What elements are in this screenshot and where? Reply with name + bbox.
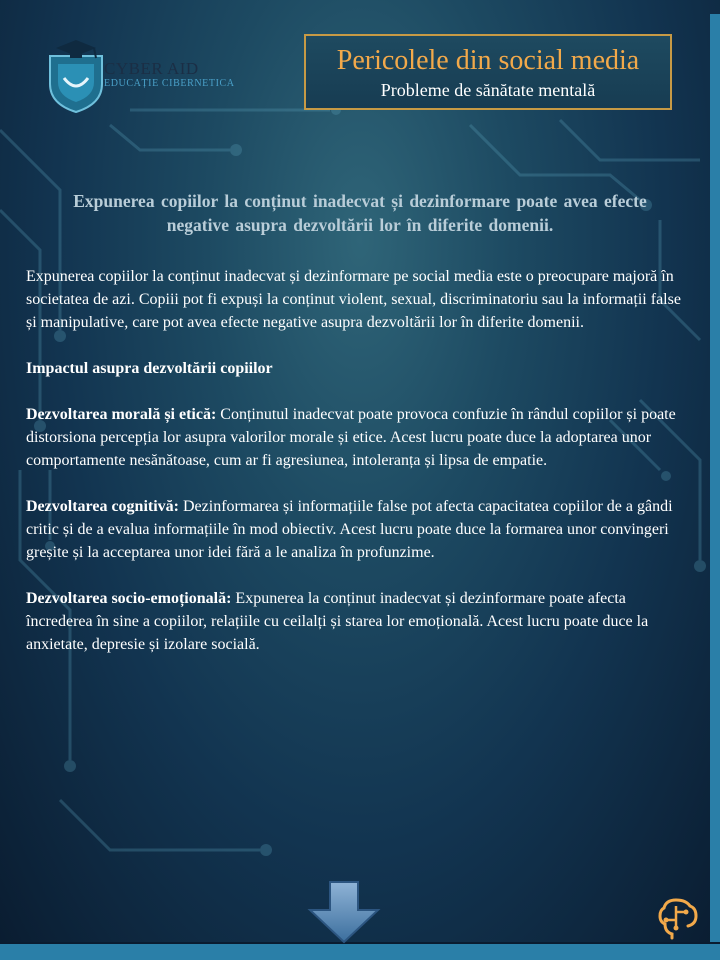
logo-title: CYBER AID	[104, 59, 199, 78]
section-moral-text: Conținutul inadecvat poate provoca confuzie în rândul copiilor și poate distorsiona percepția lor asupra valorilor morale și etice. Acest lucru poate duce la adoptarea unor comportamente nesănătoase, cum ar fi agresiunea, intoleranța și lipsa de empatie.	[26, 406, 676, 469]
section-moral	[26, 403, 686, 472]
intro-statement: Expunerea copiilor la conținut inadecvat și dezinformare poate avea efecte negative asupra dezvoltării lor în diferite domenii.	[73, 191, 647, 235]
section-socio-emotional-text: Expunerea la conținut inadecvat și dezinformare poate afecta încrederea în sine a copiilor, relațiile cu ceilalți și starea lor emoțională. Acest lucru poate duce la anxietate, depresie și izolare socială.	[26, 590, 649, 653]
title-box	[304, 34, 672, 110]
section-cognitive	[26, 495, 686, 564]
section-cognitive-text: Dezinformarea și informațiile false pot afecta capacitatea copiilor de a gândi critic și de a evalua informațiile în mod obiectiv. Acest lucru poate duce la formarea unor convingeri greșite și la acceptarea unor idei fără a le analiza în profunzime.	[26, 498, 673, 561]
body-text	[26, 265, 686, 656]
section-socio-emotional-heading: Dezvoltarea socio-emoțională:	[26, 590, 232, 607]
section-cognitive-heading: Dezvoltarea cognitivă:	[26, 498, 179, 515]
logo-subtitle: EDUCAȚIE CIBERNETICA	[104, 78, 235, 89]
slide-frame-right	[710, 14, 720, 942]
slide-frame-bottom	[0, 944, 720, 960]
section-socio-emotional	[26, 587, 686, 656]
page-subtitle: Probleme de sănătate mentală	[380, 80, 596, 100]
logo-wordmark	[104, 60, 235, 90]
impact-heading: Impactul asupra dezvoltării copiilor	[26, 360, 273, 377]
section-moral-heading: Dezvoltarea morală și etică:	[26, 406, 217, 423]
brain-circuit-icon	[656, 896, 700, 940]
page-title: Pericolele din social media	[336, 45, 640, 76]
down-arrow-icon[interactable]	[306, 880, 382, 944]
intro-paragraph: Expunerea copiilor la conținut inadecvat și dezinformare pe social media este o preocupare majoră în societatea de azi. Copiii pot fi expuși la conținut violent, sexual, discriminatoriu sau la informații false și manipulative, care pot avea efecte negative asupra dezvoltării lor în diferite domenii.	[26, 268, 681, 331]
